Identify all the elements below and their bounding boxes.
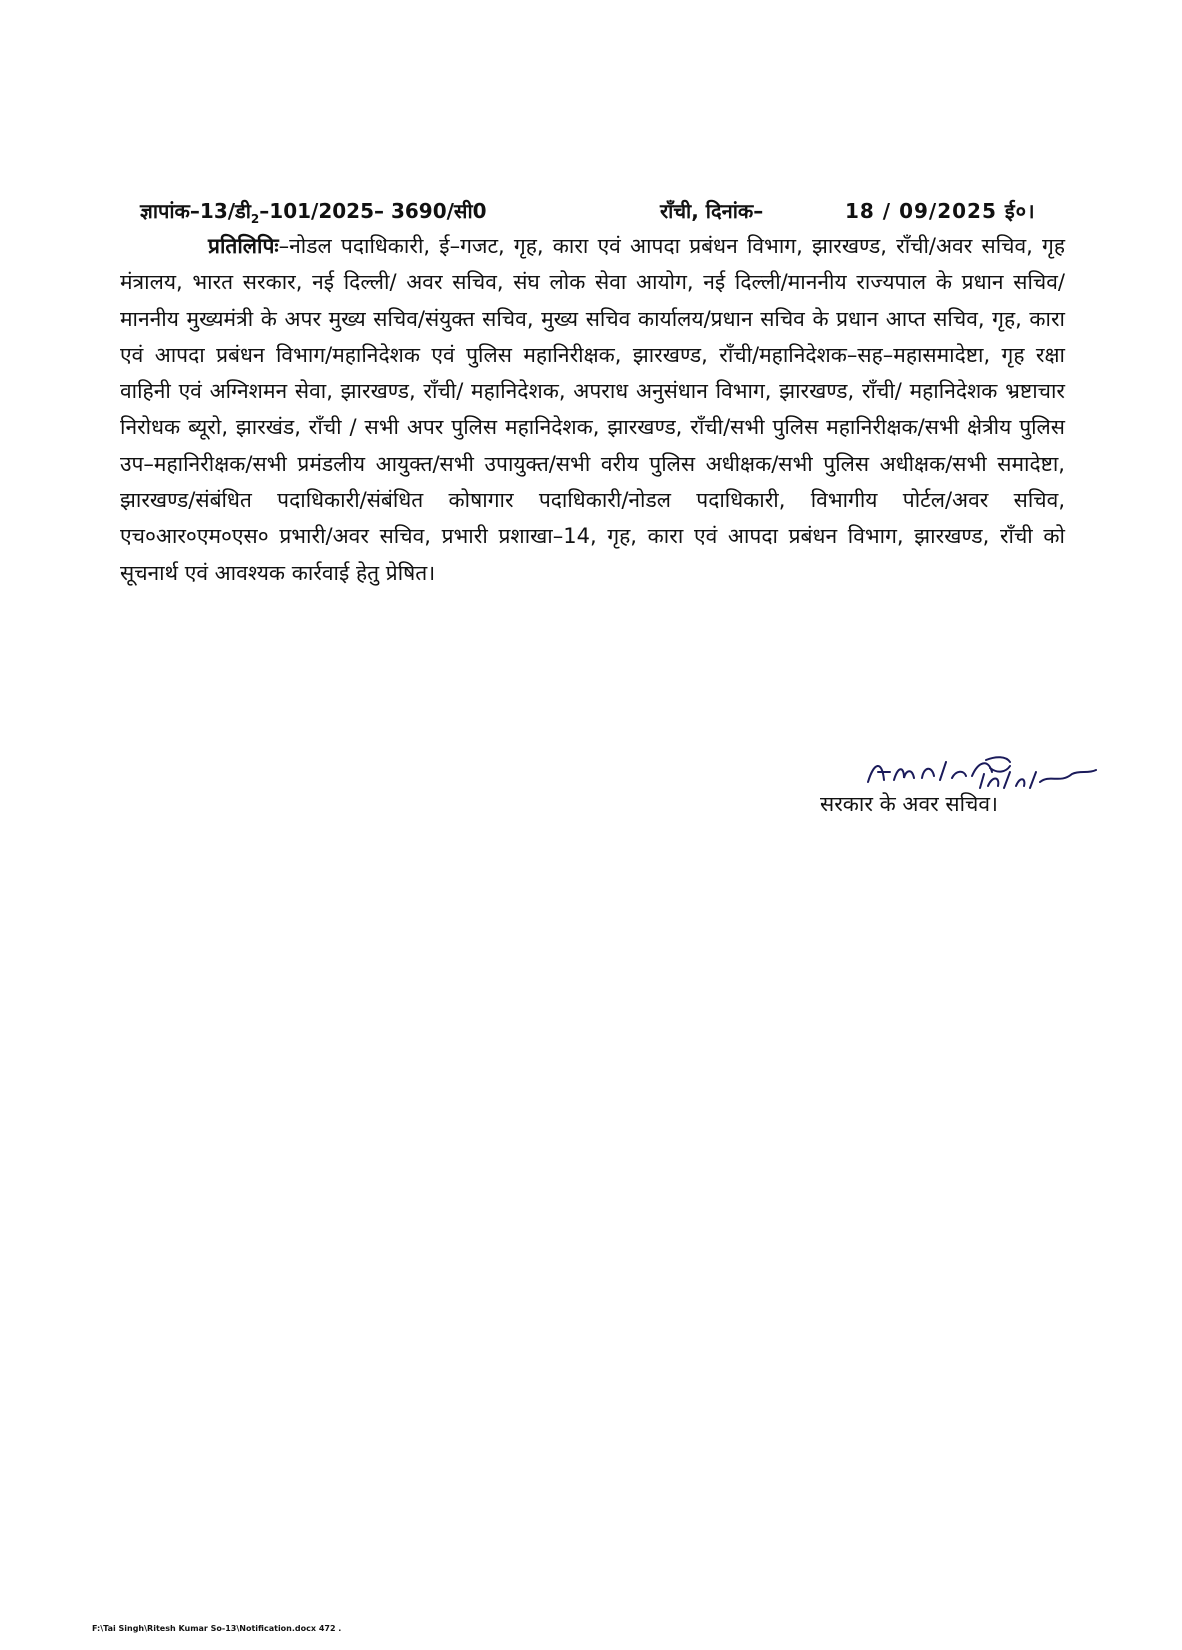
copy-lead-label: प्रतिलिपिः [208, 234, 279, 258]
memo-header [140, 197, 1060, 231]
memo-place-label: राँची, दिनांक– [660, 199, 764, 223]
footer-file-path: F:\Tai Singh\Ritesh Kumar So-13\Notification.docx 472 . [92, 1624, 342, 1633]
copy-to-paragraph [120, 228, 1065, 591]
handwritten-signature [860, 752, 1100, 792]
memo-number: $ज्ञापांक-13/डी_2-101/2025-$ 3690/सी0 [140, 199, 487, 226]
copy-recipients-text: –नोडल पदाधिकारी, ई–गजट, गृह, कारा एवं आपदा प्रबंधन विभाग, झारखण्ड, राँची/अवर सचिव, गृह मंत्रालय, भारत सरकार, नई दिल्ली/ अवर सचिव, संघ लोक सेवा आयोग, नई दिल्ली/माननीय राज्यपाल के प्रधान सचिव/माननीय मुख्यमंत्री के अपर मुख्य सचिव/संयुक्त सचिव, मुख्य सचिव कार्यालय/प्रधान सचिव के प्रधान आप्त सचिव, गृह, कारा एवं आपदा प्रबंधन विभाग/महानिदेशक एवं पुलिस महानिरीक्षक, झारखण्ड, राँची/महानिदेशक–सह–महासमादेष्टा, गृह रक्षा वाहिनी एवं अग्निशमन सेवा, झारखण्ड, राँची/ महानिदेशक, अपराध अनुसंधान विभाग, झारखण्ड, राँची/ महानिदेशक भ्रष्टाचार निरोधक ब्यूरो, झारखंड, राँची / सभी अपर पुलिस महानिदेशक, झारखण्ड, राँची/सभी पुलिस महानिरीक्षक/सभी क्षेत्रीय पुलिस उप–महानिरीक्षक/सभी प्रमंडलीय आयुक्त/सभी उपायुक्त/सभी वरीय पुलिस अधीक्षक/सभी पुलिस अधीक्षक/सभी समादेष्टा, झारखण्ड/संबंधित पदाधिकारी/संबंधित कोषागार पदाधिकारी/नोडल पदाधिकारी, विभागीय पोर्टल/अवर सचिव, एच०आर०एम०एस० प्रभारी/अवर सचिव, प्रभारी प्रशाखा–14, गृह, कारा एवं आपदा प्रबंधन विभाग, झारखण्ड, राँची को सूचनार्थ एवं आवश्यक कार्रवाई हेतु प्रेषित। [120, 234, 1065, 585]
memo-number-subscript: 2 [250, 212, 260, 226]
signatory-designation: सरकार के अवर सचिव। [820, 792, 999, 816]
memo-date: 18 / 09/2025 ई०। [845, 199, 1036, 223]
signature-scribble [860, 752, 1100, 792]
